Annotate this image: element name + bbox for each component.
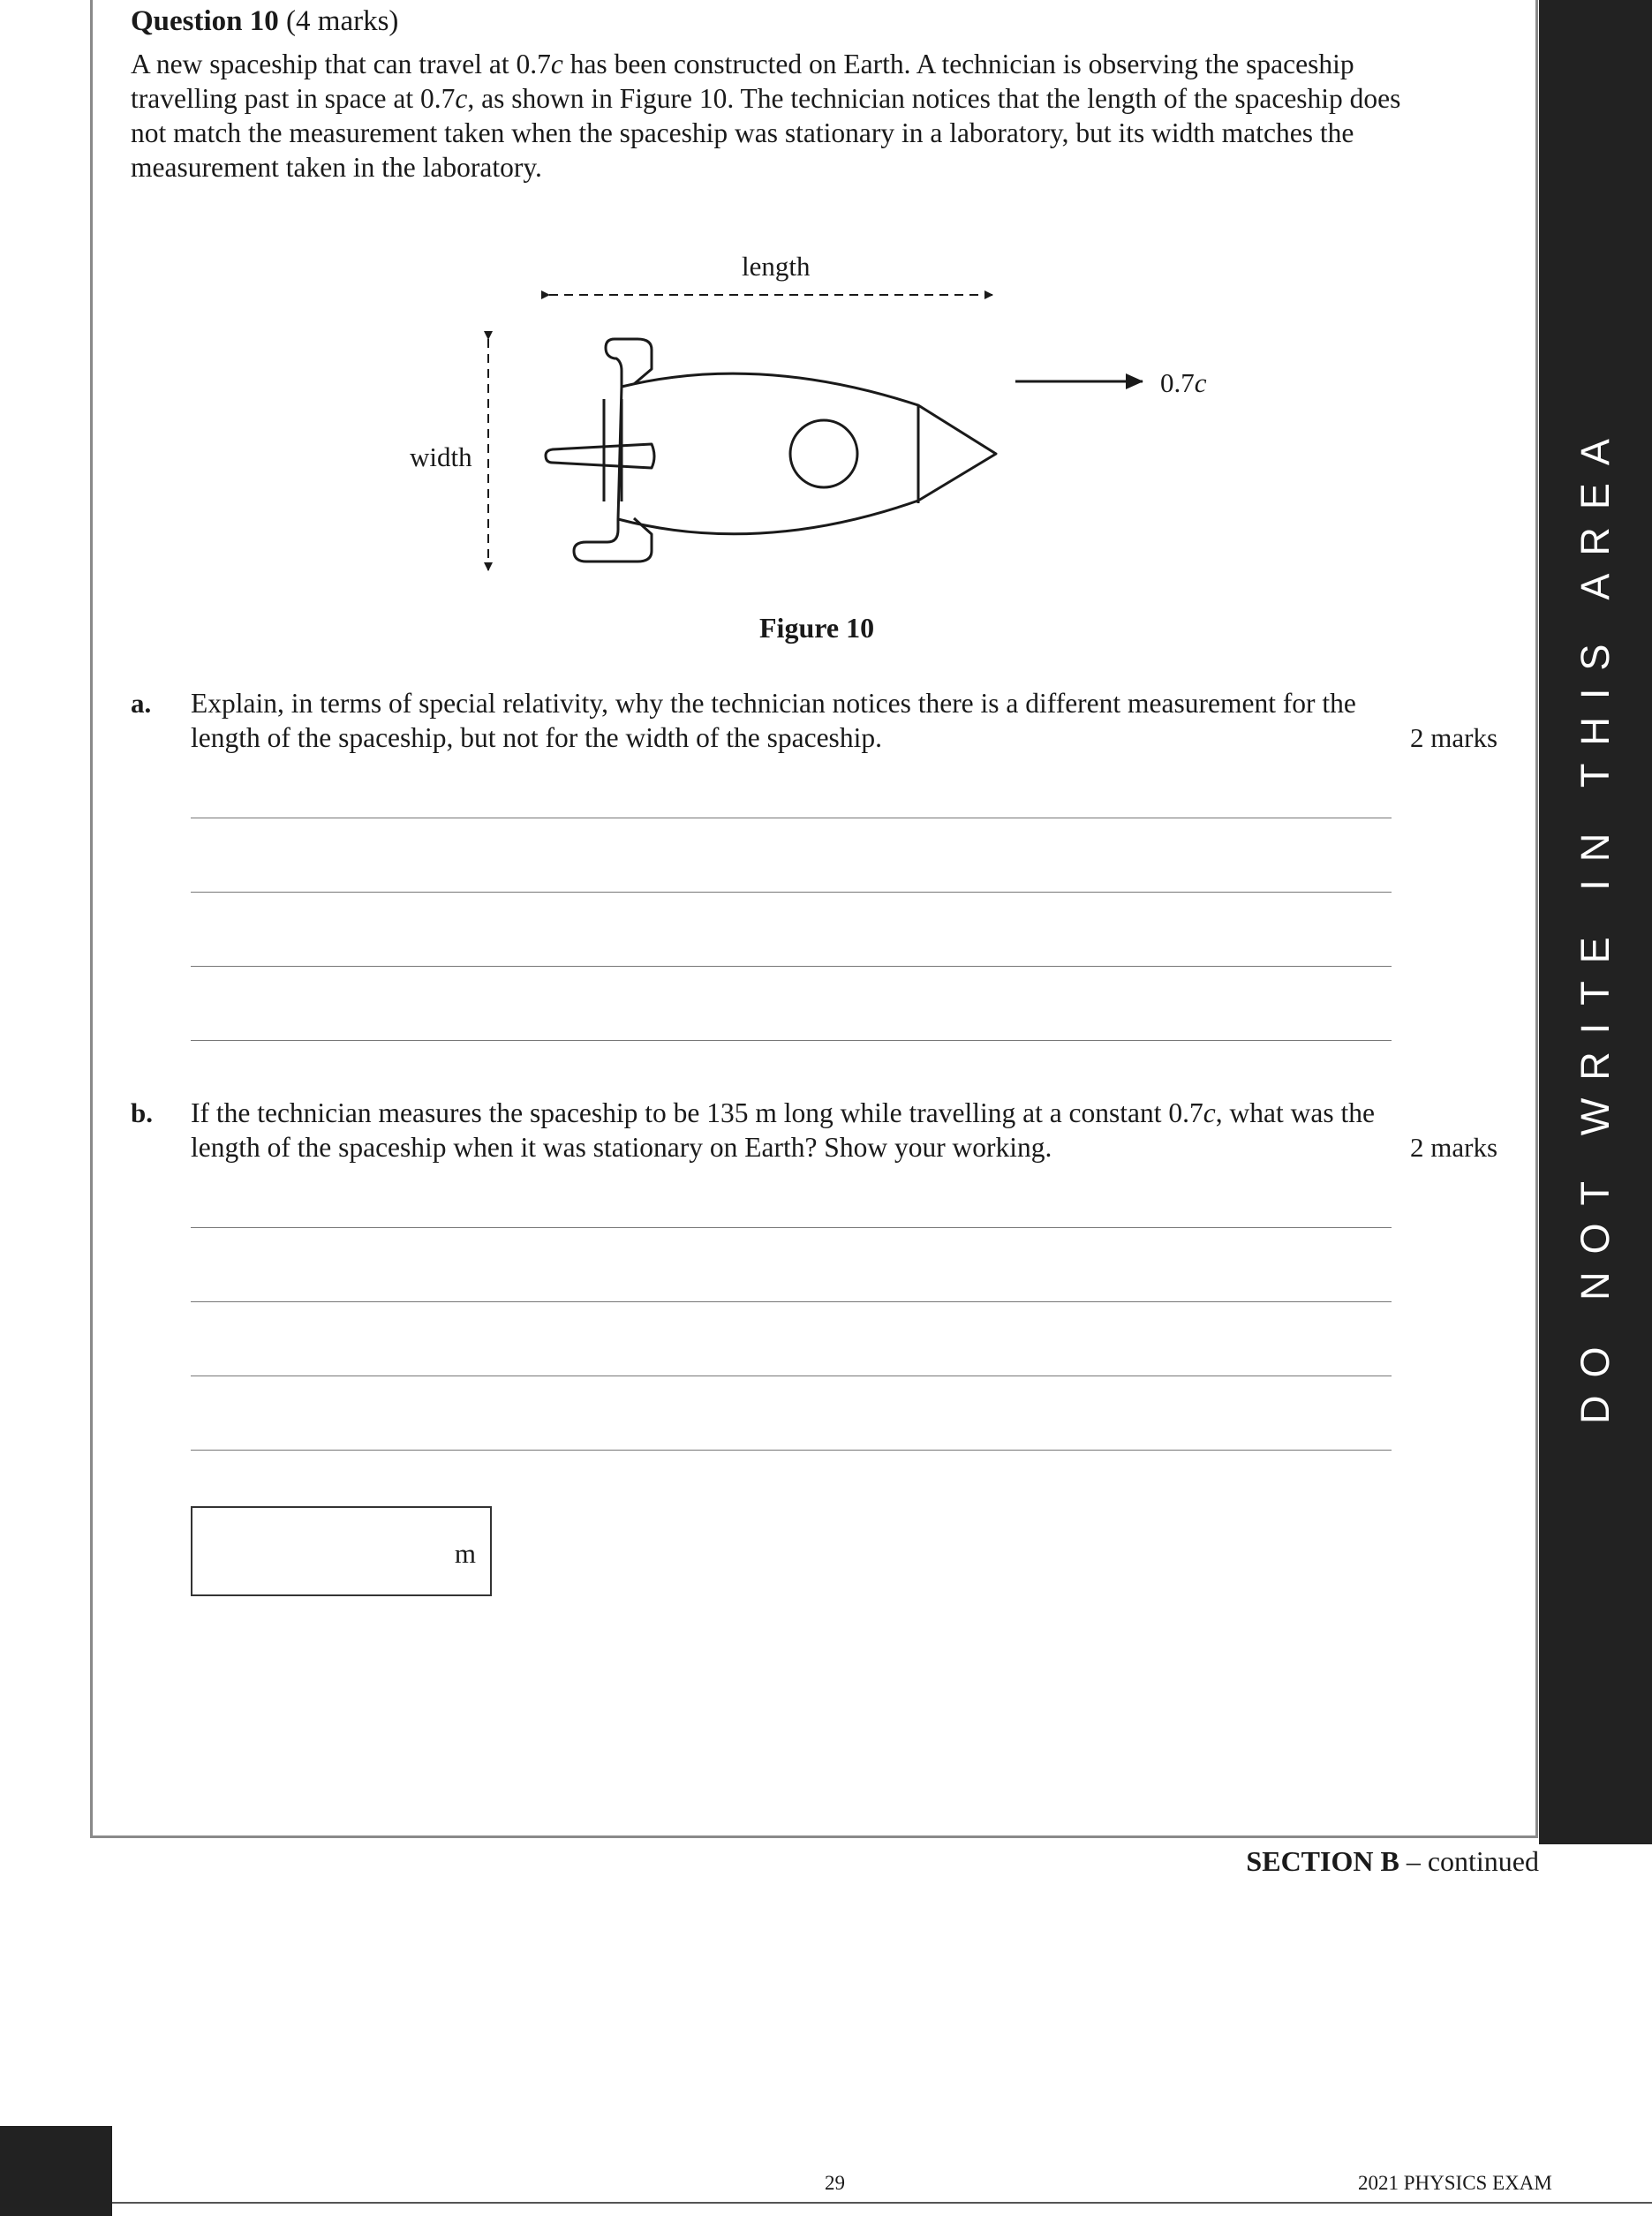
part-a-answer-line[interactable] xyxy=(191,966,1392,967)
part-b-label: b. xyxy=(131,1097,153,1128)
corner-block xyxy=(0,2126,112,2216)
spaceship-body xyxy=(618,373,996,534)
do-not-write-label: DO NOT WRITE IN THIS AREA xyxy=(1573,420,1618,1424)
spaceship-diagram xyxy=(0,0,1652,636)
porthole xyxy=(790,420,857,487)
part-b-answer-box[interactable] xyxy=(191,1506,492,1596)
continued-text: – continued xyxy=(1399,1845,1539,1877)
part-a-label: a. xyxy=(131,688,152,719)
width-label: width xyxy=(410,441,472,472)
part-b-answer-line[interactable] xyxy=(191,1227,1392,1228)
part-b-answer-line[interactable] xyxy=(191,1301,1392,1302)
upper-fin xyxy=(606,339,652,387)
part-a-text: Explain, in terms of special relativity, why the technician notices there is a different measurement for the length of the spaceship, but not for the width of the spaceship. xyxy=(191,688,1356,753)
page-number: 29 xyxy=(825,2172,845,2194)
answer-unit: m xyxy=(454,1538,476,1569)
exhaust-nozzle xyxy=(546,444,654,468)
part-b-marks: 2 marks xyxy=(1410,1132,1498,1163)
section-name: SECTION B xyxy=(1246,1845,1399,1877)
part-a-answer-line[interactable] xyxy=(191,1040,1392,1041)
part-b-text: If the technician measures the spaceship to be 135 m long while travelling at a constant 0.7c, what was the length of the spaceship when it was stationary on Earth? Show your working. xyxy=(191,1097,1375,1163)
figure-caption: Figure 10 xyxy=(759,612,875,644)
question-marks: (4 marks) xyxy=(286,5,399,37)
footer-rule xyxy=(112,2202,1652,2204)
part-a-answer-line[interactable] xyxy=(191,892,1392,893)
part-b-answer-line[interactable] xyxy=(191,1450,1392,1451)
question-title: Question 10 xyxy=(131,5,279,37)
section-continued xyxy=(1246,1845,1539,1878)
part-a-marks: 2 marks xyxy=(1410,722,1498,753)
spaceship xyxy=(546,339,996,562)
question-intro: A new spaceship that can travel at 0.7c has been constructed on Earth. A technician is observing the spaceship travelling past in space at 0.7c, as shown in Figure 10. The technician notices that the length of the spaceship does not match the measurement taken when the spaceship was stationary in a laboratory, but its width matches the measurement taken in the laboratory. xyxy=(131,49,1401,183)
exam-name: 2021 PHYSICS EXAM xyxy=(1358,2172,1552,2194)
velocity-label: 0.7c xyxy=(1160,367,1207,398)
length-label: length xyxy=(742,251,811,282)
